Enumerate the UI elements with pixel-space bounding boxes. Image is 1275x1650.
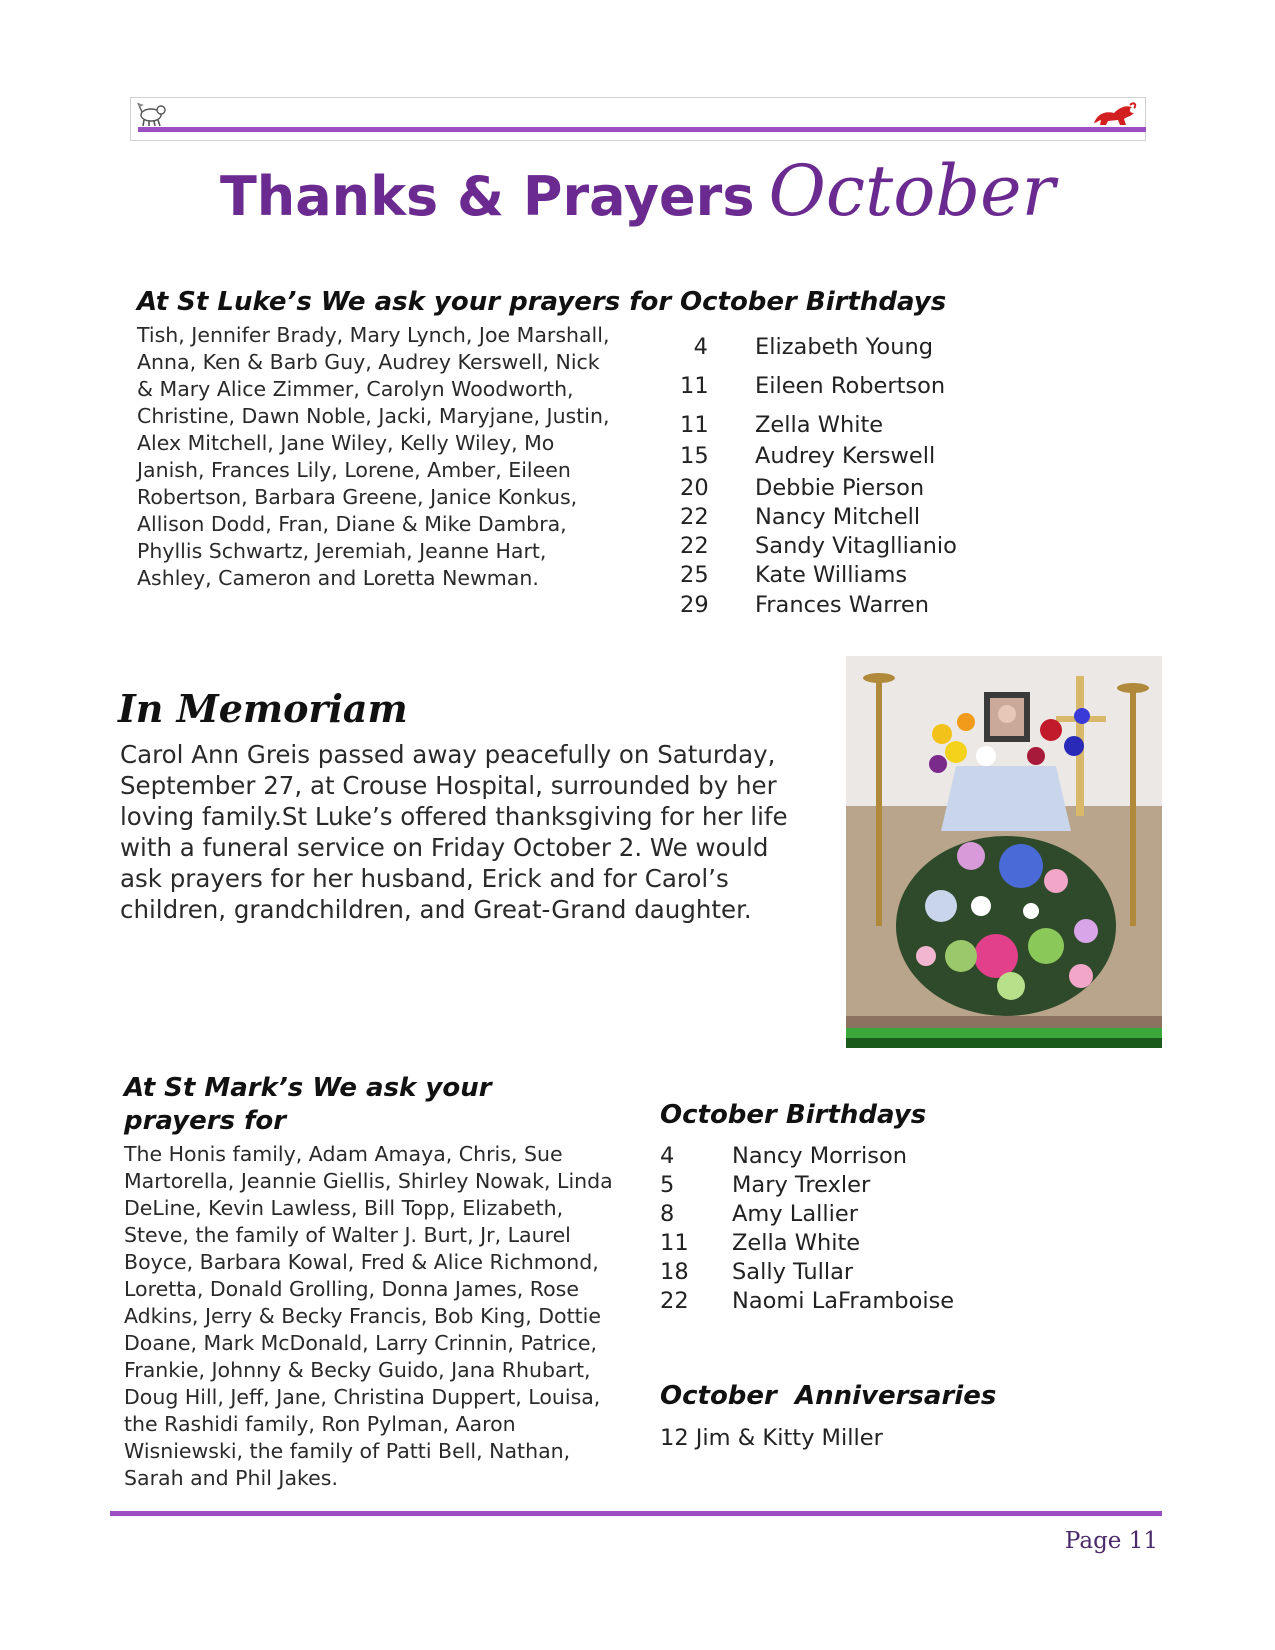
birthday-day: 22 xyxy=(660,1288,689,1314)
birthday-name: Audrey Kerswell xyxy=(755,443,936,469)
birthday-day: 22 xyxy=(680,504,709,530)
flower-arrangement-photo xyxy=(846,656,1162,1048)
birthday-day: 25 xyxy=(680,562,709,588)
st-marks-heading: At St Mark’s We ask your prayers for xyxy=(124,1073,492,1136)
birthday-name: Kate Williams xyxy=(755,562,908,588)
lamb-icon xyxy=(134,101,168,127)
birthday-name: Naomi LaFramboise xyxy=(732,1288,955,1314)
birthday-name: Sandy Vitagllianio xyxy=(755,533,957,559)
header-rule xyxy=(138,127,1146,132)
st-marks-prayer-list: The Honis family, Adam Amaya, Chris, Sue Martorella, Jeannie Giellis, Shirley Nowak, Linda DeLine, Kevin Lawless, Bill Topp, Elizabeth, Steve, the family of Walter J. Burt, Jr, Laurel Boyce, Barbara Kowal, Fred & Alice Richmond, Loretta, Donald Grolling, Donna James, Rose Adkins, Jerry & Becky Francis, Bob King, Dottie Doane, Mark McDonald, Larry Crinnin, Patrice, Frankie, Johnny & Becky Guido, Jana Rhubart, Doug Hill, Jeff, Jane, Christina Duppert, Louisa, the Rashidi family, Ron Pylman, Aaron Wisniewski, the family of Patti Bell, Nathan, Sarah and Phil Jakes. xyxy=(124,1142,613,1490)
birthday-name: Nancy Morrison xyxy=(732,1143,908,1169)
footer-rule xyxy=(110,1511,1162,1516)
birthday-name: Mary Trexler xyxy=(732,1172,871,1198)
lion-icon xyxy=(1090,101,1138,127)
birthday-name: Nancy Mitchell xyxy=(755,504,921,530)
birthday-name: Zella White xyxy=(732,1230,861,1256)
birthday-day: 29 xyxy=(680,592,709,618)
birthday-day: 5 xyxy=(660,1172,675,1198)
birthday-day: 15 xyxy=(680,443,709,469)
birthday-day: 4 xyxy=(660,1143,675,1169)
birthday-day: 11 xyxy=(660,1230,689,1256)
st-marks-birthdays-heading: October Birthdays xyxy=(660,1100,927,1130)
birthday-day: 18 xyxy=(660,1259,689,1285)
birthday-name: Eileen Robertson xyxy=(755,373,946,399)
birthday-day: 20 xyxy=(680,475,709,501)
title-main: Thanks & Prayers xyxy=(219,165,755,228)
birthday-day: 4 xyxy=(693,334,708,360)
st-lukes-heading: At St Luke’s We ask your prayers for xyxy=(137,287,672,317)
anniversary-entry: 12 Jim & Kitty Miller xyxy=(660,1425,883,1451)
st-marks-anniversaries-heading: October Anniversaries xyxy=(660,1381,997,1411)
birthday-day: 11 xyxy=(680,373,709,399)
birthday-name: Sally Tullar xyxy=(732,1259,854,1285)
page-title xyxy=(0,150,1275,232)
birthday-name: Debbie Pierson xyxy=(755,475,925,501)
memoriam-heading: In Memoriam xyxy=(118,686,408,731)
birthday-day: 11 xyxy=(680,412,709,438)
birthday-name: Amy Lallier xyxy=(732,1201,858,1227)
birthday-day: 22 xyxy=(680,533,709,559)
birthday-name: Frances Warren xyxy=(755,592,930,618)
page-number: Page 11 xyxy=(1064,1528,1158,1554)
title-month: October xyxy=(768,150,1056,232)
birthday-name: Zella White xyxy=(755,412,884,438)
birthday-day: 8 xyxy=(660,1201,675,1227)
memoriam-text: Carol Ann Greis passed away peacefully on Saturday, September 27, at Crouse Hospital, surrounded by her loving family.St Luke’s offered thanksgiving for her life with a funeral service on Friday October 2. We would ask prayers for her husband, Erick and for Carol’s children, grandchildren, and Great-Grand daughter. xyxy=(120,740,788,924)
st-lukes-prayer-list: Tish, Jennifer Brady, Mary Lynch, Joe Marshall, Anna, Ken & Barb Guy, Audrey Kerswell, Nick & Mary Alice Zimmer, Carolyn Woodworth, Christine, Dawn Noble, Jacki, Maryjane, Justin, Alex Mitchell, Jane Wiley, Kelly Wiley, Mo Janish, Frances Lily, Lorene, Amber, Eileen Robertson, Barbara Greene, Janice Konkus, Allison Dodd, Fran, Diane & Mike Dambra, Phyllis Schwartz, Jeremiah, Jeanne Hart, Ashley, Cameron and Loretta Newman. xyxy=(137,323,610,590)
birthday-name: Elizabeth Young xyxy=(755,334,934,360)
header-bar xyxy=(130,97,1146,141)
st-lukes-birthdays-heading: October Birthdays xyxy=(680,287,947,317)
